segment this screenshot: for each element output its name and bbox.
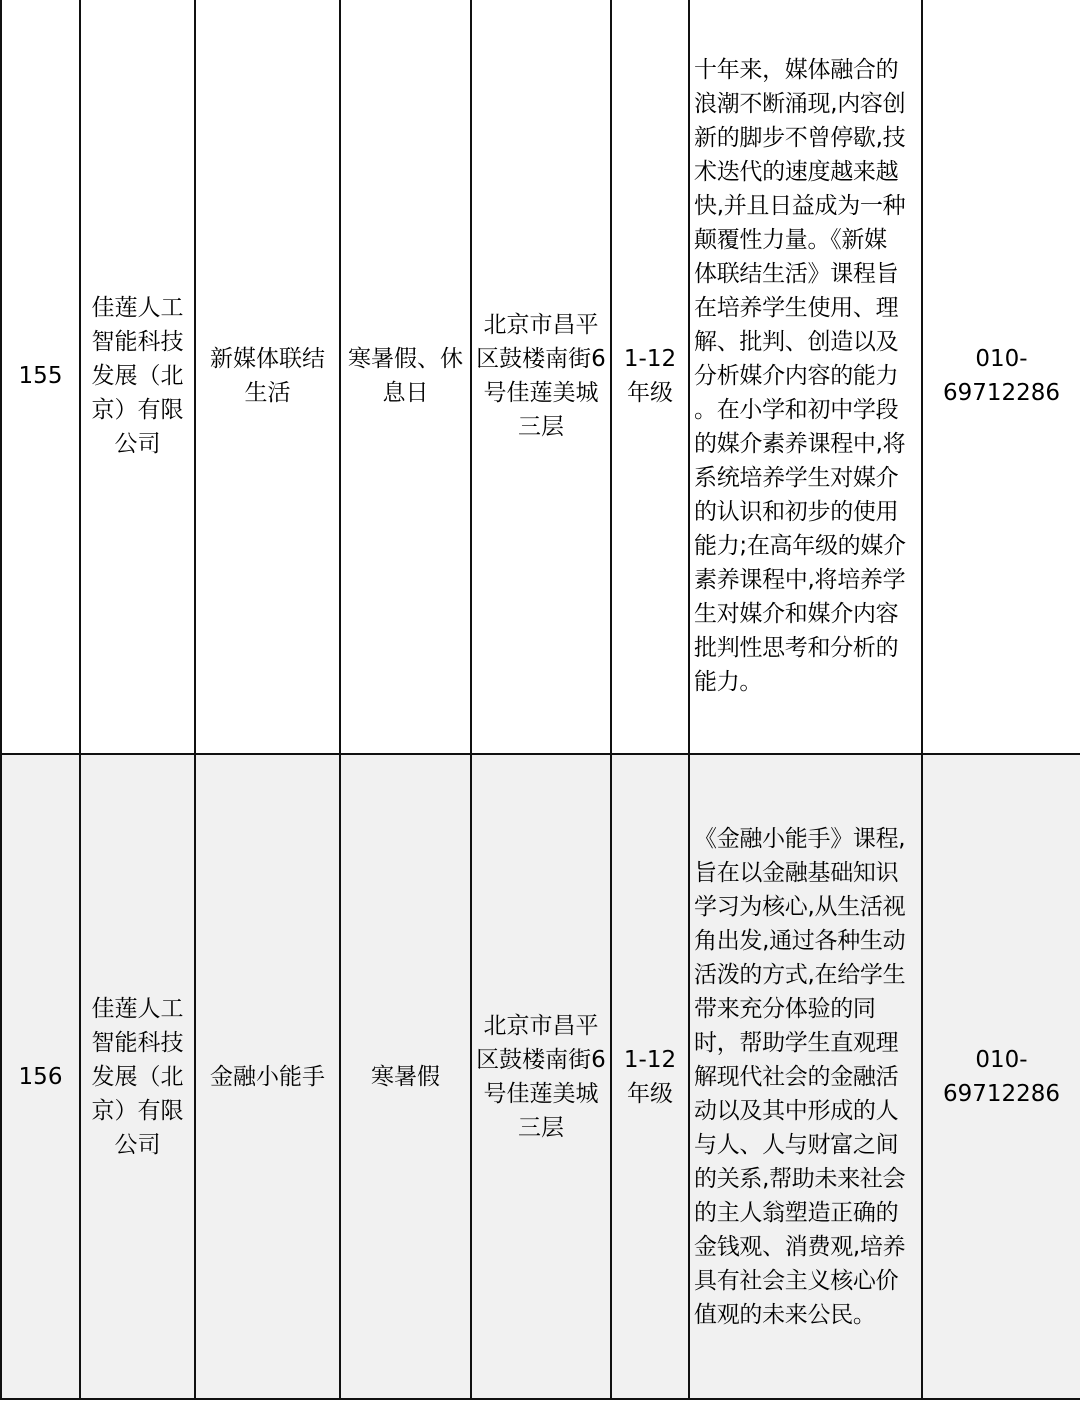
course-time: 寒暑假、休 息日 — [340, 0, 471, 754]
row-number: 156 — [1, 754, 80, 1399]
course-description: 《金融小能手》课程, 旨在以金融基础知识 学习为核心,从生活视 角出发,通过各种生动 活泼的方式,在给学生 带来充分体验的同 时，帮助学生直观理 解现代社会的金融活 动以及其中形成的人 与人、人与财富之间 的关系,帮助未来社会 的主人翁塑造正确的 金钱观、消费观,培养 具有社会主义核心价 值观的未来公民。 — [689, 754, 922, 1399]
course-description: 十年来，媒体融合的 浪潮不断涌现,内容创 新的脚步不曾停歇,技 术迭代的速度越来越 快,并且日益成为一种 颠覆性力量。《新媒 体联结生活》课程旨 在培养学生使用、理 解、批判、创造以及 分析媒介内容的能力 。在小学和初中学段 的媒介素养课程中,将 系统培养学生对媒介 的认识和初步的使用 能力;在高年级的媒介 素养课程中,将培养学 生对媒介和媒介内容 批判性思考和分析的 能力。 — [689, 0, 922, 754]
contact-phone: 010- 69712286 — [922, 754, 1080, 1399]
contact-phone: 010- 69712286 — [922, 0, 1080, 754]
row-number: 155 — [1, 0, 80, 754]
course-time: 寒暑假 — [340, 754, 471, 1399]
company-name: 佳莲人工 智能科技 发展（北 京）有限 公司 — [80, 0, 195, 754]
course-address: 北京市昌平 区鼓楼南街6 号佳莲美城 三层 — [471, 754, 611, 1399]
company-name: 佳莲人工 智能科技 发展（北 京）有限 公司 — [80, 754, 195, 1399]
course-address: 北京市昌平 区鼓楼南街6 号佳莲美城 三层 — [471, 0, 611, 754]
table-row — [1, 0, 1080, 754]
table-row — [1, 754, 1080, 1399]
grade-range: 1-12 年级 — [611, 0, 689, 754]
grade-range: 1-12 年级 — [611, 754, 689, 1399]
course-name: 金融小能手 — [195, 754, 340, 1399]
course-name: 新媒体联结 生活 — [195, 0, 340, 754]
